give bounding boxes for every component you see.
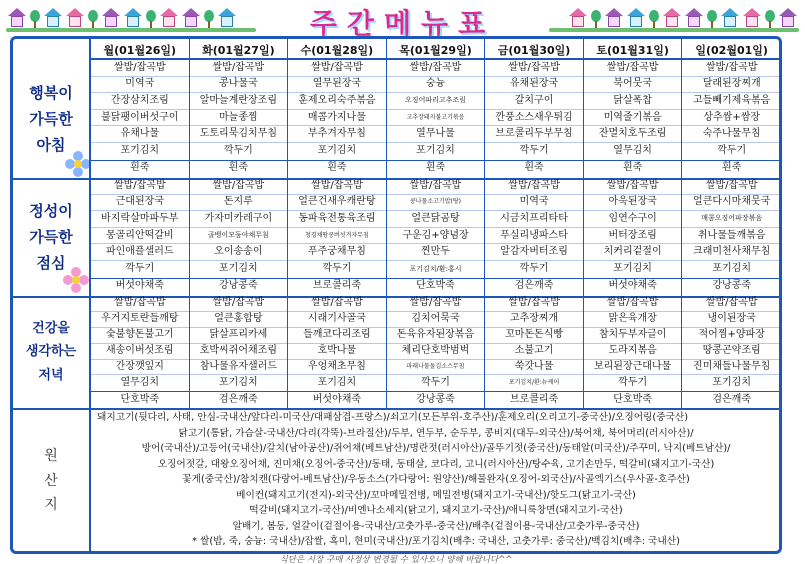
menu-item: 브로콜리두부무침: [485, 126, 583, 143]
porridge-item: 흰죽: [190, 160, 288, 177]
origin-label-char: 산: [44, 472, 58, 489]
menu-item: 몽골리안떡갈비: [91, 228, 189, 245]
menu-item: 땅콩곤약조림: [682, 344, 781, 360]
porridge-item: 강낭콩죽: [387, 391, 485, 407]
menu-item: 열무나물: [387, 126, 485, 143]
porridge-item: 강낭콩죽: [682, 278, 781, 295]
porridge-item: 강낭콩죽: [190, 278, 288, 295]
menu-item: 열무된장국: [288, 77, 386, 94]
menu-item: 상추쌈+쌈장: [682, 110, 781, 127]
menu-item: 김치어묵국: [387, 312, 485, 328]
menu-item: 쌀밥/잡곡밥: [387, 60, 485, 77]
menu-item: 치커리겉절이: [584, 244, 682, 261]
menu-item: 쌀밥/잡곡밥: [387, 296, 485, 312]
porridge-item: 검은깨죽: [682, 391, 781, 407]
origin-line: 오징어젓갈, 대왕오징어채, 진미채(오징어-중국산)/동태, 동태살, 코다리, 고니(러시아산)/탕수육, 고기손만두, 떡갈비(돼지고기-국산): [157, 458, 715, 470]
origin-line: 닭고기(통닭, 가슴살-국내산/다리(각뚝)-브라질산)/두부, 연두부, 순두부, 콩비지(대두-외국산)/북어채, 북어머리(러시아산)/: [178, 427, 694, 439]
meal-labels: [13, 39, 89, 551]
menu-item: 포기김치: [712, 263, 751, 275]
meal-label-line: 정성이: [29, 201, 73, 220]
day-menu-column: [485, 60, 584, 178]
menu-item: 포기김치: [712, 377, 751, 389]
menu-item: 포기김치: [219, 263, 258, 275]
origin-line: * 쌀(밥, 죽, 숭늉: 국내산)/잡쌀, 흑미, 현미(국내산)/포기김치(배추: 국내산, 고춧가루: 중국산)/백김치(배추: 국내산): [192, 536, 680, 547]
origin-label-char: 원: [44, 447, 58, 464]
menu-item: 숯불향돈불고기: [91, 328, 189, 344]
flower-icon: [65, 151, 91, 177]
menu-item: 적어찜+양파장: [682, 328, 781, 344]
porridge-item: 검은깨죽: [190, 391, 288, 407]
meal-label-line: 저녁: [38, 367, 64, 383]
menu-item: 미역줄기볶음: [584, 110, 682, 127]
day-header: 화(01월27일): [190, 39, 289, 60]
porridge-item: 버섯야채죽: [288, 391, 386, 407]
menu-item: 얼큰닭곰탕: [387, 211, 485, 228]
day-menu-column: [91, 178, 190, 296]
menu-item: 콩나물소고기밥(탕): [387, 195, 485, 212]
menu-item: 우엉채초무침: [288, 360, 386, 376]
menu-item: 포기김치/환:홍시: [409, 264, 462, 273]
menu-item: 가자미카레구이: [190, 211, 288, 228]
meal-label-line: 생각하는: [25, 344, 77, 360]
day-menu-column: [288, 178, 387, 296]
menu-item: 갈치구이: [485, 93, 583, 110]
menu-item: 콩나물국: [190, 77, 288, 94]
day-menu-column: [288, 296, 387, 408]
menu-item: 간장깻잎지: [91, 360, 189, 376]
day-menu-column: [584, 296, 683, 408]
menu-item: 푸실리냉파스타: [485, 228, 583, 245]
menu-item: 쌀밥/잡곡밥: [682, 60, 781, 77]
meal-label-line: 행복이: [29, 83, 73, 102]
meal-label-line: 가득한: [29, 227, 73, 246]
breakfast-block: [91, 60, 781, 178]
menu-item: 쌀밥/잡곡밥: [682, 178, 781, 195]
menu-item: 임연수구이: [584, 211, 682, 228]
porridge-item: 브로콜리죽: [288, 278, 386, 295]
menu-item: 파래나물돌김소스무침: [387, 360, 485, 376]
menu-item: 쌀밥/잡곡밥: [485, 296, 583, 312]
porridge-item: 흰죽: [387, 160, 485, 177]
origin-info: [91, 409, 781, 550]
menu-item: 구운김+양념장: [387, 228, 485, 245]
menu-item: 깍두기: [322, 263, 352, 275]
menu-item: 쌀밥/잡곡밥: [485, 178, 583, 195]
menu-item: 맑은육개장: [584, 312, 682, 328]
dinner-block: [91, 296, 781, 408]
menu-item: 호박나물: [288, 344, 386, 360]
menu-item: 시금치프리타타: [485, 211, 583, 228]
menu-item: 쌀밥/잡곡밥: [288, 60, 386, 77]
menu-item: 포기김치: [317, 377, 357, 389]
menu-item: 돈지루: [190, 195, 288, 212]
menu-item: 호박씨쥐어채조림: [190, 344, 288, 360]
menu-item: 쌀밥/잡곡밥: [387, 178, 485, 195]
menu-item: 훈제오리숙주볶음: [288, 93, 386, 110]
meal-label-line: 아침: [36, 136, 66, 155]
day-menu-column: [190, 60, 289, 178]
day-menu-column: [387, 178, 486, 296]
menu-item: 포기김치: [416, 145, 455, 157]
meal-label-line: 점심: [36, 254, 66, 273]
menu-item: 쌀밥/잡곡밥: [288, 296, 386, 312]
menu-item: 쌀밥/잡곡밥: [584, 178, 682, 195]
menu-item: 포기김치: [120, 145, 160, 157]
day-header: 금(01월30일): [485, 39, 584, 60]
menu-item: 깍두기: [223, 145, 253, 157]
origin-line: 알배기, 봄동, 얼갈이(겉절이용-국내산/고춧가루-중국산)/배추(겉절이용-국내산/고춧가루-중국산): [232, 520, 640, 532]
origin-label-char: 지: [44, 497, 58, 514]
porridge-item: 브로콜리죽: [485, 391, 583, 407]
porridge-item: 흰죽: [91, 160, 189, 177]
porridge-item: 버섯야채죽: [91, 278, 189, 295]
menu-item: 북어뭇국: [584, 77, 682, 94]
menu-item: 취나물들깨볶음: [682, 228, 781, 245]
day-menu-column: [584, 178, 683, 296]
day-menu-column: [387, 60, 486, 178]
menu-item: 알마늘계란장조림: [190, 93, 288, 110]
day-menu-column: [682, 178, 781, 296]
page-title: 주간메뉴표: [309, 7, 496, 40]
day-menu-column: [91, 60, 190, 178]
day-header: 토(01월31일): [584, 39, 683, 60]
menu-item: 새송이버섯조림: [91, 344, 189, 360]
day-menu-column: [682, 60, 781, 178]
banner: [0, 0, 805, 40]
menu-item: 포기김치: [219, 377, 258, 389]
menu-item: 얼큰홍합탕: [190, 312, 288, 328]
menu-item: 숭늉: [387, 77, 485, 94]
menu-item: 돈육유자된장볶음: [387, 328, 485, 344]
porridge-item: 버섯야채죽: [584, 278, 682, 295]
menu-item: 쌀밥/잡곡밥: [91, 178, 189, 195]
menu-item: 청경채땅콩버섯겨자무침: [288, 228, 386, 245]
menu-item: 포기김치: [317, 145, 357, 157]
menu-item: 포기김치: [613, 263, 652, 275]
origin-line: 떡갈비(돼지고기-국산)/비엔나소세지(닭고기, 돼지고기-국산)/애니룩창면(돼지고기-국산): [249, 505, 623, 516]
menu-item: 얼큰다시마채뭇국: [682, 195, 781, 212]
menu-item: 동파육전통육조림: [288, 211, 386, 228]
menu-item: 보리된장근대나물: [584, 360, 682, 376]
menu-item: 깍두기: [420, 377, 450, 389]
porridge-item: 단호박죽: [584, 391, 682, 407]
menu-item: 닭살폭찹: [584, 93, 682, 110]
menu-item: 쌀밥/잡곡밥: [91, 296, 189, 312]
origin-line: 꽃게(중국산)/참치캔(다랑어-베트남산)/우동소스(가다랑어: 원양산)/해물완자(오징어-외국산)/사골엑기스(우사골-호주산): [182, 474, 690, 485]
menu-item: 깍두기: [519, 145, 549, 157]
day-menu-column: [387, 296, 486, 408]
menu-item: 바지락살마파두부: [91, 211, 189, 228]
menu-item: 소불고기: [485, 344, 583, 360]
menu-item: 깍두기: [717, 145, 747, 157]
menu-item: 부추겨자무침: [288, 126, 386, 143]
menu-item: 숙주나물무침: [682, 126, 781, 143]
menu-item: 도라지볶음: [584, 344, 682, 360]
menu-item: 아욱된장국: [584, 195, 682, 212]
menu-item: 참치두부자글이: [584, 328, 682, 344]
menu-item: 깍두기: [618, 377, 648, 389]
porridge-item: 단호박죽: [91, 391, 189, 407]
day-menu-column: [288, 60, 387, 178]
porridge-item: 검은깨죽: [485, 278, 583, 295]
menu-item: 잔멸치호두조림: [584, 126, 682, 143]
porridge-item: 흰죽: [682, 160, 781, 177]
day-menu-column: [91, 296, 190, 408]
porridge-item: 단호박죽: [387, 278, 485, 295]
day-menu-column: [485, 178, 584, 296]
lunch-block: [91, 178, 781, 296]
menu-item: 매콤오징어파장볶음: [682, 211, 781, 228]
menu-item: 쌀밥/잡곡밥: [190, 178, 288, 195]
menu-item: 근대된장국: [91, 195, 189, 212]
menu-item: 마늘종찜: [190, 110, 288, 127]
day-menu-column: [485, 296, 584, 408]
meal-label-line: 건강을: [32, 320, 70, 336]
menu-item: 쌀밥/잡곡밥: [485, 60, 583, 77]
menu-item: 매콤가지나물: [288, 110, 386, 127]
menu-item: 열무김치: [120, 377, 160, 389]
menu-item: 쌀밥/잡곡밥: [288, 178, 386, 195]
flower-icon: [63, 267, 89, 293]
menu-item: 쑥갓나물: [485, 360, 583, 376]
menu-item: 도토리묵김치무침: [190, 126, 288, 143]
day-header: 수(01월28일): [288, 39, 387, 60]
day-header-row: [91, 39, 781, 60]
origin-label: [13, 408, 89, 554]
day-menu-column: [682, 296, 781, 408]
menu-item: 시래기사골국: [288, 312, 386, 328]
menu-table: [10, 36, 782, 554]
menu-item: 파인애플샐러드: [91, 244, 189, 261]
menu-item: 미역국: [91, 77, 189, 94]
day-header: 목(01월29일): [387, 39, 486, 60]
origin-line: 베이컨(돼지고기(전지)-외국산)/꼬마메밀전병, 메밀전병(돼지고기-국내산)/핫도그(닭고기-국산): [236, 489, 636, 501]
footnote: 식단은 시장 구매 사정상 변경될 수 있사오니 양해 바랍니다^^: [279, 555, 513, 564]
menu-item: 쌀밥/잡곡밥: [682, 296, 781, 312]
menu-item: 고들빼기제육볶음: [682, 93, 781, 110]
menu-item: 미역국: [485, 195, 583, 212]
menu-item: 열무김치: [613, 145, 652, 157]
menu-item: 체리단호박범벅: [387, 344, 485, 360]
porridge-item: 흰죽: [485, 160, 583, 177]
menu-item: 꼬마돈돈식빵: [485, 328, 583, 344]
menu-item: 간장삼치조림: [91, 93, 189, 110]
menu-item: 유채된장국: [485, 77, 583, 94]
day-menu-column: [584, 60, 683, 178]
menu-item: 참나물유자샐러드: [190, 360, 288, 376]
menu-item: 쌀밥/잡곡밥: [584, 60, 682, 77]
menu-item: 깍두기: [125, 263, 155, 275]
menu-item: 깐풍소스새우튀김: [485, 110, 583, 127]
menu-item: 오징어파리고추조림: [387, 93, 485, 110]
meal-label-dinner: [13, 296, 89, 408]
origin-line: 돼지고기(뒷다리, 사태, 안심-국내산/앞다리-미국산/대패삼겹-프랑스)/쇠고기(모든부위-호주산)/훈제오리(오리고기-중국산)/오징어링(중국산): [97, 412, 689, 423]
menu-item: 골뱅이모둠야채무침: [190, 228, 288, 245]
menu-item: 깍두기: [519, 263, 549, 275]
menu-item: 알감자버터조림: [485, 244, 583, 261]
menu-item: 고추장찌개: [485, 312, 583, 328]
meal-label-line: 가득한: [29, 109, 73, 128]
menu-item: 달래된장찌개: [682, 77, 781, 94]
menu-item: 쌀밥/잡곡밥: [190, 60, 288, 77]
menu-item: 쌀밥/잡곡밥: [584, 296, 682, 312]
menu-item: 크래미천사채무침: [682, 244, 781, 261]
origin-line: 방어(국내산)/고등어(국내산)/갈치(남아공산)/쥐어채(베트남산)/명란젓(러시아산)/골뚜기젓(중국산)/동태알(미국산)/주꾸미, 낙지(베트남산)/: [141, 443, 731, 454]
menu-item: 고추장돼지불고기볶음: [387, 110, 485, 127]
day-header: 월(01월26일): [91, 39, 190, 60]
menu-item: 쌀밥/잡곡밥: [91, 60, 189, 77]
day-menu-column: [190, 178, 289, 296]
menu-item: 포기김치/환:뉴케어: [508, 379, 560, 387]
menu-item: 얼큰건새우캐란탕: [288, 195, 386, 212]
menu-item: 우거지토란들깨탕: [91, 312, 189, 328]
menu-item: 불닭팽이버섯구이: [91, 110, 189, 127]
menu-item: 진미채들나물무침: [682, 360, 781, 376]
menu-item: 찐만두: [387, 244, 485, 261]
menu-item: 오이송송이: [190, 244, 288, 261]
menu-item: 유채나물: [91, 126, 189, 143]
porridge-item: 흰죽: [584, 160, 682, 177]
day-header: 일(02월01일): [695, 43, 768, 57]
porridge-item: 흰죽: [288, 160, 386, 177]
menu-item: 푸주궁채무침: [288, 244, 386, 261]
menu-item: 버터장조림: [584, 228, 682, 245]
menu-item: 냉이된장국: [682, 312, 781, 328]
day-menu-column: [190, 296, 289, 408]
menu-item: 쌀밥/잡곡밥: [190, 296, 288, 312]
menu-item: 닭살프리카세: [190, 328, 288, 344]
menu-item: 들깨코다리조림: [288, 328, 386, 344]
